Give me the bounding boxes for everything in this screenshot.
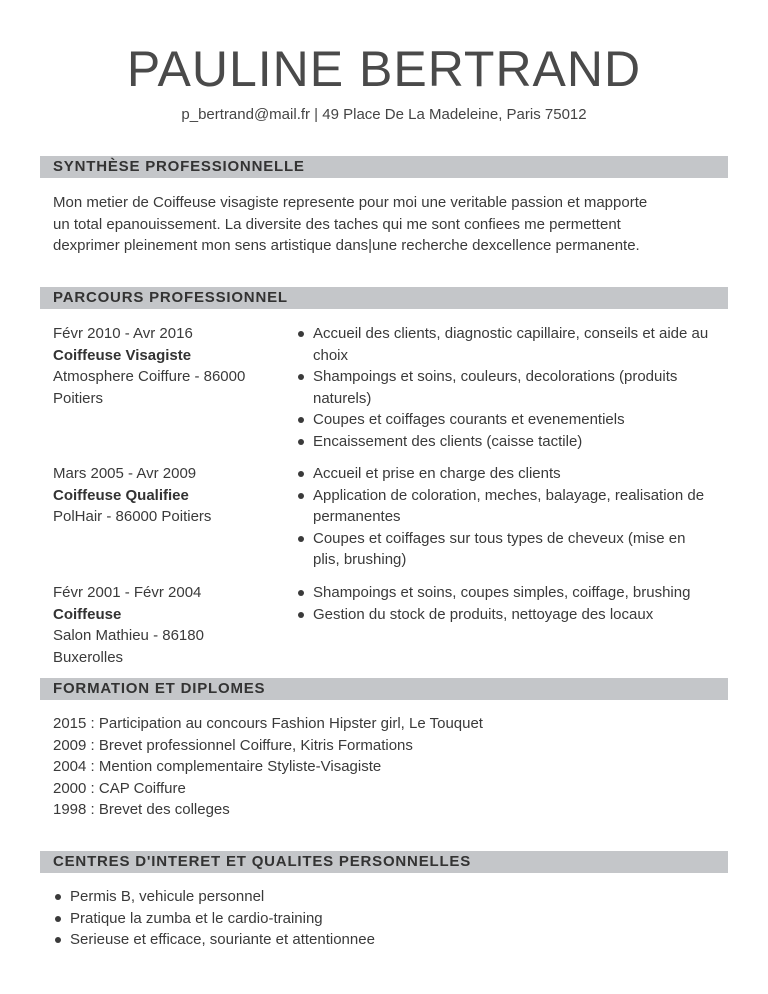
job-dates: Févr 2010 - Avr 2016 [53,325,193,342]
job-duty: Gestion du stock de produits, nettoyage des locaux [296,604,716,626]
education-item: 2015 : Participation au concours Fashion Hipster girl, Le Touquet [53,715,483,732]
interest-item: Pratique la zumba et le cardio-training [53,908,653,930]
interests-section-title: CENTRES D'INTERET ET QUALITES PERSONNELLES [53,853,472,870]
summary-section-title: SYNTHÈSE PROFESSIONNELLE [53,158,305,175]
job-dates: Févr 2001 - Févr 2004 [53,584,202,601]
job-duty: Application de coloration, meches, balayage, realisation de permanentes [296,485,716,528]
job-duty: Coupes et coiffages courants et evenementiels [296,409,716,431]
education-item: 1998 : Brevet des colleges [53,801,230,818]
job-title: Coiffeuse Visagiste [53,346,192,364]
education-section-header [40,678,728,700]
job-duties-list [296,323,716,452]
job-title: Coiffeuse [53,605,122,623]
education-section-title: FORMATION ET DIPLOMES [53,680,266,697]
summary-line: un total epanouissement. La diversite des taches qui me sont confiees me permettent [53,215,621,233]
job-duties-list [296,463,716,571]
interest-item: Permis B, vehicule personnel [53,886,653,908]
education-list [53,713,483,821]
job-location: Poitiers [53,389,104,407]
job-duty: Shampoings et soins, couleurs, decolorations (produits naturels) [296,366,716,409]
summary-line: Mon metier de Coiffeuse visagiste represente pour moi une veritable passion et mapporte [53,194,648,211]
job-entry-left [53,463,273,528]
interests-section-header [40,851,728,873]
job-location: Buxerolles [53,648,124,666]
experience-section-header [40,287,728,309]
job-entry-left [53,582,273,668]
job-company: PolHair - 86000 Poitiers [53,508,212,525]
candidate-name: PAULINE BERTRAND [126,41,642,97]
job-entry-left [53,323,273,409]
interests-list [53,886,653,951]
job-duty: Shampoings et soins, coupes simples, coiffage, brushing [296,582,716,604]
job-duty: Accueil et prise en charge des clients [296,463,716,485]
contact-line: p_bertrand@mail.fr | 49 Place De La Madeleine, Paris 75012 [181,106,587,123]
job-company: Atmosphere Coiffure - 86000 [53,368,246,385]
job-duties-list [296,582,716,625]
interest-item: Serieuse et efficace, souriante et attentionnee [53,929,653,951]
education-item: 2009 : Brevet professionnel Coiffure, Kitris Formations [53,736,413,754]
job-duty: Accueil des clients, diagnostic capillaire, conseils et aide au choix [296,323,716,366]
job-duty: Encaissement des clients (caisse tactile) [296,431,716,453]
experience-section-title: PARCOURS PROFESSIONNEL [53,289,288,306]
summary-text [53,192,725,257]
education-item: 2000 : CAP Coiffure [53,779,186,797]
job-company: Salon Mathieu - 86180 [53,627,204,644]
job-title: Coiffeuse Qualifiee [53,486,189,504]
summary-section-header [40,156,728,178]
summary-line: dexprimer pleinement mon sens artistique dans|une recherche dexcellence permanente. [53,237,640,254]
job-dates: Mars 2005 - Avr 2009 [53,465,197,482]
education-item: 2004 : Mention complementaire Styliste-Visagiste [53,758,382,775]
job-duty: Coupes et coiffages sur tous types de cheveux (mise en plis, brushing) [296,528,716,571]
